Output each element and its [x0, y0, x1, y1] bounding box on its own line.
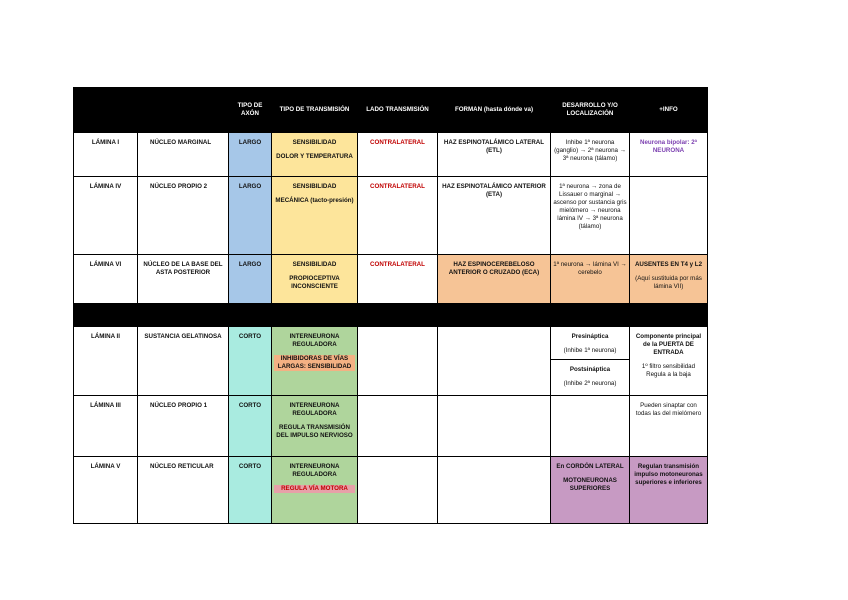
row-lamina-1: [74, 133, 708, 177]
laminas-table: [73, 87, 708, 524]
cell-info: [630, 177, 708, 255]
cell-info: Pueden sinaptar con todas las del mielómero: [630, 396, 708, 457]
header-lamina: [74, 88, 138, 133]
cell-forman: [438, 327, 551, 396]
cell-axon: LARGO: [229, 133, 272, 177]
cell-info: Regulan transmisión impulso motoneuronas superiores e inferiores: [630, 457, 708, 524]
header-axon: TIPO DE AXÓN: [229, 88, 272, 133]
cell-nucleo: NÚCLEO DE LA BASE DEL ASTA POSTERIOR: [138, 255, 229, 304]
cell-info: Componente principal de la PUERTA DE ENTRADA 1º filtro sensibilidad Regula a la baja: [630, 327, 708, 396]
cell-forman: [438, 396, 551, 457]
cell-desarrollo: 1ª neurona → lámina VI → cerebelo: [551, 255, 630, 304]
cell-transmision: INTERNEURONA REGULADORA INHIBIDORAS DE VÍAS LARGAS: SENSIBILIDAD: [272, 327, 358, 396]
row-lamina-2: [74, 327, 708, 396]
cell-lado: [358, 396, 438, 457]
presinaptica-block: Presináptica (Inhibe 1ª neurona): [551, 333, 630, 360]
header-row: [74, 88, 708, 133]
cell-desarrollo: Inhibe 1ª neurona (ganglio) → 2ª neurona → 3ª neurona (tálamo): [551, 133, 630, 177]
cell-desarrollo: En CORDÓN LATERAL MOTONEURONAS SUPERIORES: [551, 457, 630, 524]
cell-lado: [358, 457, 438, 524]
cell-lamina: LÁMINA III: [74, 396, 138, 457]
cell-lado: [358, 327, 438, 396]
cell-lado: CONTRALATERAL: [358, 177, 438, 255]
cell-axon: CORTO: [229, 327, 272, 396]
separator-row: [74, 304, 708, 327]
header-transmision: TIPO DE TRANSMISIÓN: [272, 88, 358, 133]
header-lado: LADO TRANSMISIÓN: [358, 88, 438, 133]
cell-axon: CORTO: [229, 457, 272, 524]
header-info: +INFO: [630, 88, 708, 133]
cell-transmision: INTERNEURONA REGULADORA REGULA VÍA MOTORA: [272, 457, 358, 524]
cell-lamina: LÁMINA I: [74, 133, 138, 177]
cell-info: Neurona bipolar: 2ª NEURONA: [630, 133, 708, 177]
cell-lamina: LÁMINA II: [74, 327, 138, 396]
header-forman: FORMAN (hasta dónde va): [438, 88, 551, 133]
cell-nucleo: NÚCLEO RETICULAR: [138, 457, 229, 524]
postsinaptica-block: Postsináptica (Inhibe 2ª neurona): [563, 366, 617, 387]
cell-forman: HAZ ESPINOTALÁMICO LATERAL (ETL): [438, 133, 551, 177]
cell-forman: HAZ ESPINOTALÁMICO ANTERIOR (ETA): [438, 177, 551, 255]
cell-desarrollo: 1ª neurona → zona de Lissauer o marginal → ascenso por sustancia gris mielómero → neurona lámina IV → 3ª neurona (tálamo): [551, 177, 630, 255]
cell-nucleo: SUSTANCIA GELATINOSA: [138, 327, 229, 396]
row-lamina-3: [74, 396, 708, 457]
cell-desarrollo: [551, 327, 630, 396]
separator-bar: [74, 304, 708, 327]
cell-forman: [438, 457, 551, 524]
cell-axon: LARGO: [229, 177, 272, 255]
cell-nucleo: NÚCLEO PROPIO 2: [138, 177, 229, 255]
cell-transmision: SENSIBILIDAD DOLOR Y TEMPERATURA: [272, 133, 358, 177]
row-lamina-5: [74, 457, 708, 524]
cell-lamina: LÁMINA VI: [74, 255, 138, 304]
cell-info: AUSENTES EN T4 y L2 (Aquí sustituida por más lámina VII): [630, 255, 708, 304]
cell-transmision: SENSIBILIDAD PROPIOCEPTIVA INCONSCIENTE: [272, 255, 358, 304]
cell-lamina: LÁMINA V: [74, 457, 138, 524]
cell-nucleo: NÚCLEO MARGINAL: [138, 133, 229, 177]
header-nucleo: [138, 88, 229, 133]
cell-lado: CONTRALATERAL: [358, 255, 438, 304]
cell-axon: CORTO: [229, 396, 272, 457]
cell-forman: HAZ ESPINOCEREBELOSO ANTERIOR O CRUZADO (ECA): [438, 255, 551, 304]
cell-lado: CONTRALATERAL: [358, 133, 438, 177]
cell-desarrollo: [551, 396, 630, 457]
row-lamina-6: [74, 255, 708, 304]
header-desarrollo: DESARROLLO Y/O LOCALIZACIÓN: [551, 88, 630, 133]
cell-transmision: SENSIBILIDAD MECÁNICA (tacto-presión): [272, 177, 358, 255]
cell-lamina: LÁMINA IV: [74, 177, 138, 255]
cell-nucleo: NÚCLEO PROPIO 1: [138, 396, 229, 457]
row-lamina-4: [74, 177, 708, 255]
cell-transmision: INTERNEURONA REGULADORA REGULA TRANSMISIÓN DEL IMPULSO NERVIOSO: [272, 396, 358, 457]
cell-axon: LARGO: [229, 255, 272, 304]
